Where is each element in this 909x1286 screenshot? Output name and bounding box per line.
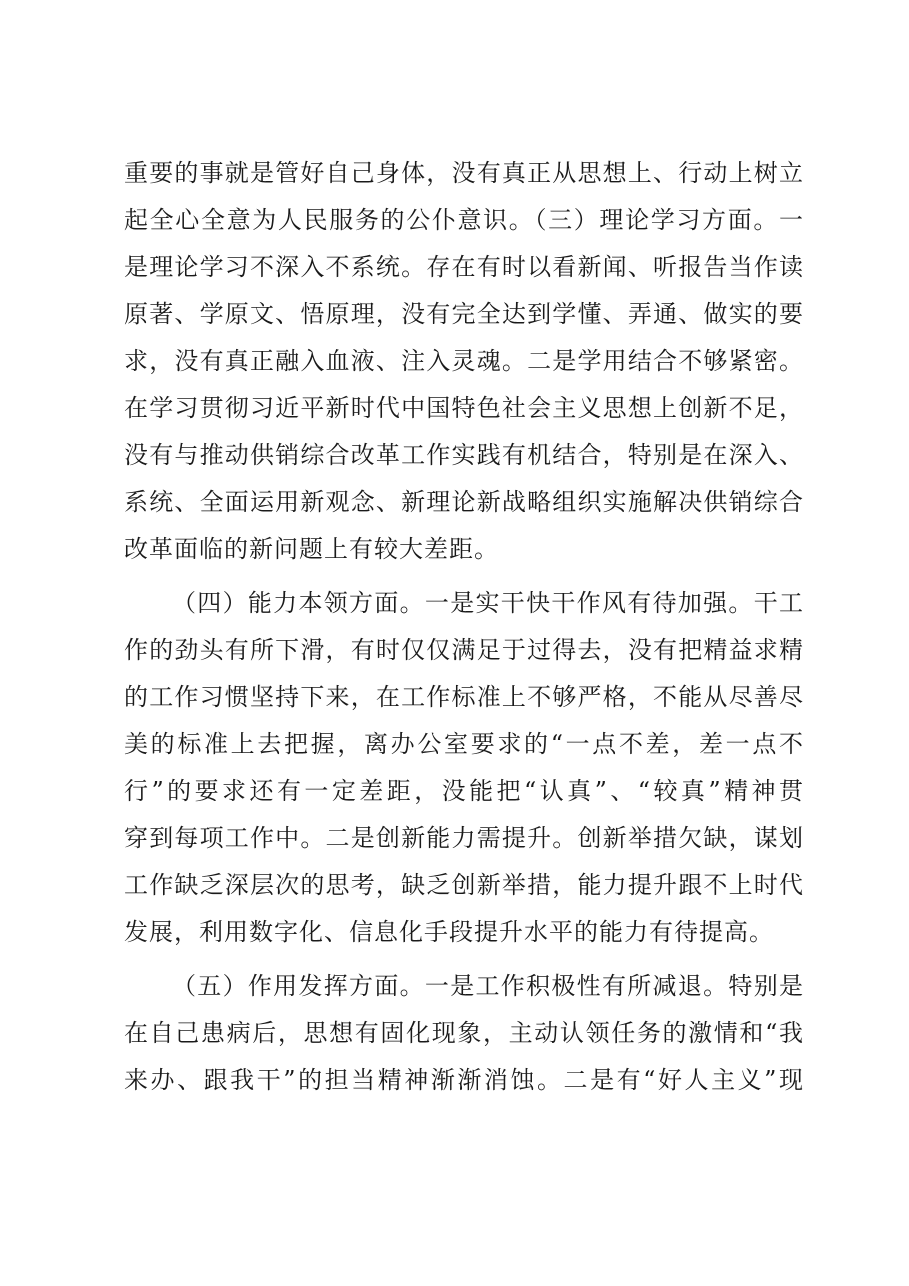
paragraph-line: 是理论学习不深入不系统。存在有时以看新闻、听报告当作读: [124, 253, 804, 281]
paragraph-line: （五）作用发挥方面。一是工作积极性有所减退。特别是: [172, 972, 804, 1000]
paragraph-line: 来办、跟我干”的担当精神渐渐消蚀。二是有“好人主义”现: [124, 1066, 804, 1094]
paragraph-line: 求，没有真正融入血液、注入灵魂。二是学用结合不够紧密。: [124, 347, 804, 375]
paragraph-line: 发展，利用数字化、信息化手段提升水平的能力有待提高。: [124, 918, 774, 946]
paragraph-line: 系统、全面运用新观念、新理论新战略组织实施解决供销综合: [124, 488, 804, 516]
paragraph-line: 重要的事就是管好自己身体，没有真正从思想上、行动上树立: [124, 159, 804, 187]
paragraph-spacing: [124, 573, 804, 580]
paragraph-line: 作的劲头有所下滑，有时仅仅满足于过得去，没有把精益求精: [124, 636, 804, 664]
paragraph-line: 没有与推动供销综合改革工作实践有机结合，特别是在深入、: [124, 441, 804, 469]
paragraph-line: 工作缺乏深层次的思考，缺乏创新举措，能力提升跟不上时代: [124, 871, 804, 899]
paragraph-line: 在自己患病后，思想有固化现象，主动认领任务的激情和“我: [124, 1019, 804, 1047]
paragraph-line: 原著、学原文、悟原理，没有完全达到学懂、弄通、做实的要: [124, 300, 804, 328]
paragraph-line: （四）能力本领方面。一是实干快干作风有待加强。干工: [172, 589, 804, 617]
paragraph-line: 美的标准上去把握，离办公室要求的“一点不差，差一点不: [124, 730, 804, 758]
paragraph-line: 起全心全意为人民服务的公仆意识。（三）理论学习方面。一: [124, 206, 804, 234]
document-body: [124, 150, 804, 1104]
paragraph-spacing: [124, 956, 804, 963]
paragraph-line: 在学习贯彻习近平新时代中国特色社会主义思想上创新不足，: [124, 394, 804, 422]
paragraph-line: 改革面临的新问题上有较大差距。: [124, 535, 499, 563]
paragraph-line: 行”的要求还有一定差距，没能把“认真”、“较真”精神贯: [124, 777, 804, 805]
paragraph-line: 穿到每项工作中。二是创新能力需提升。创新举措欠缺，谋划: [124, 824, 804, 852]
paragraph-3: [124, 963, 804, 1104]
paragraph-line: 的工作习惯坚持下来，在工作标准上不够严格，不能从尽善尽: [124, 683, 804, 711]
paragraph-2: [124, 580, 804, 956]
paragraph-1: [124, 150, 804, 573]
